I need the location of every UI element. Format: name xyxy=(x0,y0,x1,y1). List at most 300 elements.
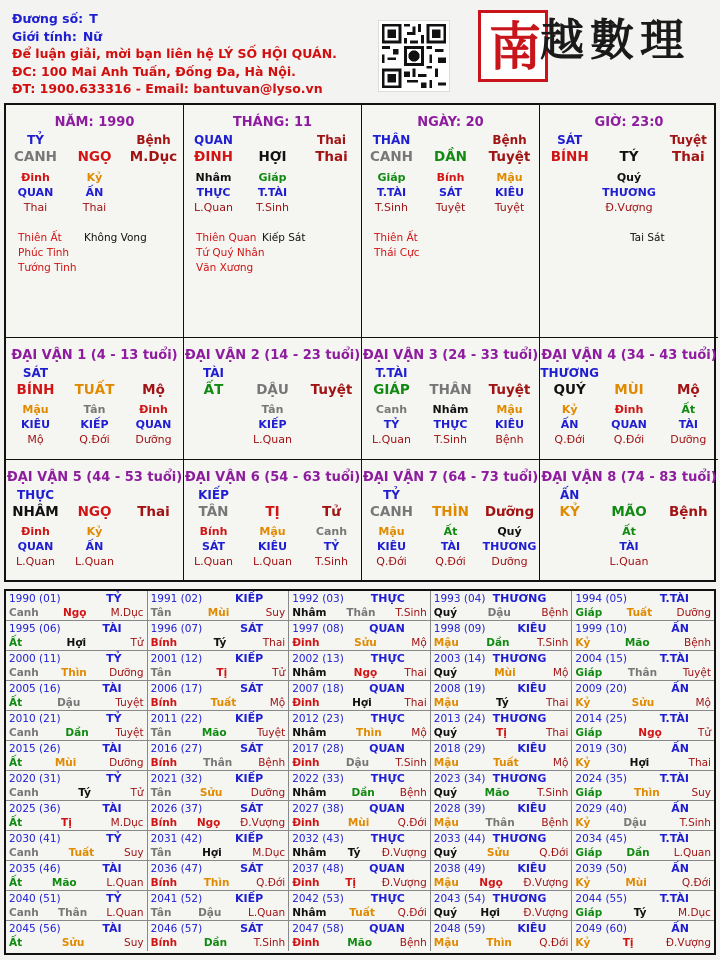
year-stage: Q.Đới xyxy=(397,907,427,919)
dai-van-hidden-row-2 xyxy=(659,525,718,538)
year-stem: Quý xyxy=(433,907,458,919)
dai-van-hidden-star-row xyxy=(184,540,361,553)
year-stem: Mậu xyxy=(433,877,459,889)
dai-van-hidden-row xyxy=(6,525,183,538)
pillar-stage-row-1: Đ.Vượng xyxy=(605,201,653,214)
dai-van-main-row-0: QUÝ xyxy=(553,382,586,398)
year-label: 2022 (33) xyxy=(292,773,344,785)
year-cell xyxy=(148,861,290,891)
year-cell xyxy=(572,861,714,891)
year-head xyxy=(151,622,286,636)
dai-van-star-row xyxy=(540,366,718,380)
dai-van-stage-row xyxy=(362,555,539,568)
dai-van-hidden-star-row-0 xyxy=(184,418,243,431)
dai-van-title: ĐẠI VẬN 5 (44 - 53 tuổi) xyxy=(6,470,183,485)
year-star: QUAN xyxy=(369,682,405,695)
dai-van-main-row-1: TỊ xyxy=(265,504,280,520)
year-cell xyxy=(289,711,431,741)
address-line: ĐC: 100 Mai Anh Tuấn, Đống Đa, Hà Nội. xyxy=(12,63,296,79)
year-cell xyxy=(148,771,290,801)
year-star: TỶ xyxy=(106,652,122,665)
year-label: 2045 (56) xyxy=(9,923,61,935)
year-stage: T.Sinh xyxy=(253,937,286,949)
year-body xyxy=(292,786,427,800)
year-star: KIÊU xyxy=(517,862,547,875)
pillar-stage-row-0: T.Sinh xyxy=(375,201,408,214)
year-stem: Ất xyxy=(9,877,23,889)
dai-van-stage-row-2: T.Sinh xyxy=(315,555,348,568)
year-branch: Thân xyxy=(627,667,658,679)
year-label: 2007 (18) xyxy=(292,683,344,695)
year-stem: Nhâm xyxy=(292,607,327,619)
year-star: ẤN xyxy=(671,622,689,635)
year-head xyxy=(575,682,711,696)
dai-van-cell xyxy=(362,460,540,580)
pillar-star-row-1 xyxy=(243,133,302,147)
year-star: T.TÀI xyxy=(659,892,689,905)
pillar-main-row-0: CANH xyxy=(14,149,57,165)
year-branch: Tuất xyxy=(210,697,237,709)
dai-van-main-row-1: THÂN xyxy=(429,382,472,398)
year-star: T.TÀI xyxy=(659,652,689,665)
year-star: SÁT xyxy=(240,922,264,935)
year-branch: Thìn xyxy=(203,877,230,889)
dai-van-title: ĐẠI VẬN 8 (74 - 83 tuổi) xyxy=(541,470,717,485)
year-branch: Tuất xyxy=(493,757,519,769)
dai-van-main-row-2: Tuyệt xyxy=(310,382,353,398)
pillar-hidden-star-row-0: QUAN xyxy=(17,186,54,199)
pillar-hidden-star-row-0: T.TÀI xyxy=(376,186,407,199)
year-stem: Tân xyxy=(150,607,172,619)
year-branch: Thìn xyxy=(61,667,87,679)
year-head xyxy=(575,892,711,906)
year-stem: Canh xyxy=(9,907,39,919)
year-stage: M.Dục xyxy=(678,907,711,919)
year-label: 2023 (34) xyxy=(433,773,486,785)
year-cell xyxy=(148,801,290,831)
shensha-left xyxy=(374,231,420,261)
year-head xyxy=(292,712,427,726)
year-branch: Dậu xyxy=(487,607,511,619)
year-head xyxy=(434,682,569,696)
pillar-star-row xyxy=(540,133,718,147)
pillar-hidden-star-row-1: ẤN xyxy=(85,186,104,199)
year-branch: Tị xyxy=(622,937,634,949)
pillar-stage-row-0: Thai xyxy=(23,201,48,214)
year-head xyxy=(151,892,286,906)
year-stage: Mộ xyxy=(411,637,427,649)
year-branch: Dậu xyxy=(57,697,81,709)
year-stem: Ất xyxy=(9,937,23,949)
year-head xyxy=(151,832,286,846)
pillar-hidden-star-row-2 xyxy=(124,186,183,199)
dai-van-title: ĐẠI VẬN 6 (54 - 63 tuổi) xyxy=(184,470,361,485)
year-branch: Mùi xyxy=(347,817,370,829)
year-cell xyxy=(572,801,714,831)
year-star: TÀI xyxy=(102,862,122,875)
dai-van-main-row xyxy=(6,382,183,398)
year-stem: Canh xyxy=(9,787,39,799)
year-cell xyxy=(148,651,290,681)
dai-van-hidden-star-row xyxy=(184,418,361,431)
year-stage: Đ.Vượng xyxy=(523,907,569,919)
year-cell xyxy=(148,621,290,651)
dai-van-star: THỰC xyxy=(16,488,55,502)
year-stem: Kỷ xyxy=(575,937,591,949)
dai-van-hidden-row-0 xyxy=(184,403,243,416)
year-body xyxy=(434,726,569,740)
spacer xyxy=(659,488,718,502)
pillar-stage-row-2 xyxy=(124,201,183,214)
year-cell xyxy=(6,591,148,621)
dai-van-stage-row-2 xyxy=(302,433,361,446)
year-star: KIÊU xyxy=(517,682,547,695)
year-stage: Bệnh xyxy=(258,757,286,769)
year-label: 2031 (42) xyxy=(150,833,203,845)
year-label: 1995 (06) xyxy=(9,623,61,635)
year-stage: Tuyệt xyxy=(682,667,711,679)
year-head xyxy=(292,922,427,936)
year-body xyxy=(9,696,144,710)
year-branch: Mão xyxy=(201,727,227,739)
year-body xyxy=(575,786,711,800)
year-body xyxy=(434,666,569,680)
year-label: 2016 (27) xyxy=(150,743,203,755)
pillar-hidden-star-row-0: THỰC xyxy=(196,186,231,199)
shensha-right xyxy=(262,231,305,246)
pillar-star-row-2: Thai xyxy=(317,133,346,147)
year-body xyxy=(9,606,144,620)
year-body xyxy=(292,636,427,650)
year-cell xyxy=(572,621,714,651)
year-label: 2042 (53) xyxy=(292,893,344,905)
year-label: 2008 (19) xyxy=(433,683,486,695)
year-head xyxy=(434,802,569,816)
year-body xyxy=(151,906,286,920)
year-head xyxy=(292,892,427,906)
year-stem: Ất xyxy=(9,637,23,649)
pillar-star-row-1 xyxy=(65,133,124,147)
year-stage: T.Sinh xyxy=(679,817,711,829)
shensha-item: Thái Cực xyxy=(374,247,420,259)
year-stem: Ất xyxy=(9,817,23,829)
year-cell xyxy=(289,681,431,711)
dai-van-hidden-row-2 xyxy=(124,525,183,538)
year-branch: Sửu xyxy=(631,697,655,709)
dai-van-star: KIẾP xyxy=(198,488,229,502)
year-head xyxy=(434,922,569,936)
pillar-stage-row xyxy=(6,201,183,214)
year-stem: Đinh xyxy=(292,877,320,889)
year-label: 1999 (10) xyxy=(575,623,628,635)
year-star: T.TÀI xyxy=(659,772,689,785)
year-head xyxy=(9,622,144,636)
year-body xyxy=(434,606,569,620)
dai-van-hidden-star-row-0 xyxy=(540,540,599,553)
year-stem: Bính xyxy=(150,817,178,829)
year-branch: Mão xyxy=(51,877,77,889)
year-head xyxy=(292,802,427,816)
dai-van-main-row-1: MÃO xyxy=(611,504,647,520)
year-cell xyxy=(6,651,148,681)
year-stem: Quý xyxy=(433,787,458,799)
pillar-star-row-0: THÂN xyxy=(372,133,411,147)
year-stem: Giáp xyxy=(575,847,603,859)
year-cell xyxy=(289,741,431,771)
year-head xyxy=(9,892,144,906)
shensha-item: Tướng Tinh xyxy=(18,262,77,274)
year-head xyxy=(9,832,144,846)
year-stage: Dưỡng xyxy=(109,667,144,679)
dai-van-hidden-row-1: Tân xyxy=(83,403,106,416)
year-label: 2029 (40) xyxy=(575,803,628,815)
dai-van-title: ĐẠI VẬN 4 (34 - 43 tuổi) xyxy=(541,348,717,363)
year-star: THỰC xyxy=(370,592,405,605)
spacer xyxy=(480,488,539,502)
year-head xyxy=(292,652,427,666)
dai-van-hidden-row xyxy=(6,403,183,416)
dai-van-hidden-row-1: Ất xyxy=(443,525,458,538)
year-head xyxy=(434,592,569,606)
year-stage: Suy xyxy=(691,787,711,799)
dai-van-star-row xyxy=(184,488,361,502)
year-star: THƯƠNG xyxy=(492,772,547,785)
year-label: 2036 (47) xyxy=(150,863,203,875)
qr-code-icon xyxy=(378,20,450,92)
dai-van-hidden-row-2: Đinh xyxy=(139,403,168,416)
shensha-left xyxy=(196,231,264,276)
shensha-left xyxy=(18,231,76,276)
year-body xyxy=(9,906,144,920)
year-star: THƯƠNG xyxy=(492,832,547,845)
year-label: 2009 (20) xyxy=(575,683,628,695)
dai-van-stage-row-2 xyxy=(659,555,718,568)
year-star: SÁT xyxy=(240,802,264,815)
pillar-hidden-row xyxy=(6,171,183,184)
pillar-title: THÁNG: 11 xyxy=(232,115,313,130)
year-body xyxy=(575,876,711,890)
year-branch: Mùi xyxy=(494,667,516,679)
year-branch: Thân xyxy=(203,757,233,769)
year-stage: Đ.Vượng xyxy=(523,877,569,889)
year-cell xyxy=(148,891,290,921)
year-head xyxy=(434,862,569,876)
shensha-right xyxy=(630,231,665,246)
year-head xyxy=(151,712,286,726)
year-stage: Mộ xyxy=(695,697,711,709)
dai-van-stage-row-2 xyxy=(124,555,183,568)
year-stem: Giáp xyxy=(575,787,603,799)
pillar-stage-row xyxy=(184,201,361,214)
year-stage: T.Sinh xyxy=(395,607,427,619)
year-label: 1991 (02) xyxy=(150,593,203,605)
year-cell xyxy=(289,621,431,651)
year-label: 1993 (04) xyxy=(433,593,486,605)
dai-van-stage-row xyxy=(184,433,361,446)
dai-van-stage-row-0 xyxy=(540,555,599,568)
year-head xyxy=(292,862,427,876)
spacer xyxy=(124,366,183,380)
pillar-stage-row xyxy=(540,201,718,214)
year-head xyxy=(292,832,427,846)
year-branch: Hợi xyxy=(352,697,372,709)
year-body xyxy=(292,846,427,860)
year-label: 2046 (57) xyxy=(150,923,203,935)
dai-van-main-row-2: Tử xyxy=(322,504,341,520)
year-table xyxy=(4,589,716,955)
year-head xyxy=(575,742,711,756)
dai-van-star-row xyxy=(6,488,183,502)
year-stem: Đinh xyxy=(292,817,320,829)
year-cell xyxy=(289,771,431,801)
year-cell xyxy=(431,831,573,861)
year-branch: Mùi xyxy=(625,877,647,889)
year-body xyxy=(292,606,427,620)
year-branch: Sửu xyxy=(486,847,510,859)
year-stage: Thai xyxy=(404,667,427,679)
dai-van-hidden-row-1: Ất xyxy=(622,525,636,538)
year-body xyxy=(151,936,286,950)
year-stage: L.Quan xyxy=(673,847,711,859)
year-branch: Sửu xyxy=(199,787,223,799)
dai-van-main-row-0: TÂN xyxy=(198,504,229,520)
dai-van-stage-row-0: L.Quan xyxy=(194,555,233,568)
year-label: 2027 (38) xyxy=(292,803,344,815)
dai-van-main-row-2: Dưỡng xyxy=(484,504,535,520)
year-body xyxy=(9,636,144,650)
dai-van-hidden-star-row xyxy=(362,418,539,431)
year-branch: Hợi xyxy=(202,847,222,859)
dai-van-hidden-row-1: Đinh xyxy=(614,403,644,416)
year-branch: Thân xyxy=(346,607,376,619)
year-head xyxy=(292,622,427,636)
year-label: 2032 (43) xyxy=(292,833,344,845)
dai-van-main-row-1: MÙI xyxy=(614,382,644,398)
year-stage: Dưỡng xyxy=(109,757,144,769)
pillar-hidden-star-row xyxy=(362,186,539,199)
year-stage: M.Dục xyxy=(252,847,286,859)
year-label: 2002 (13) xyxy=(292,653,344,665)
spacer xyxy=(421,488,480,502)
dai-van-stage-row-1: T.Sinh xyxy=(434,433,467,446)
year-branch: Mão xyxy=(484,787,510,799)
year-cell xyxy=(431,801,573,831)
year-label: 2001 (12) xyxy=(150,653,203,665)
dai-van-main-row-0: GIÁP xyxy=(373,382,410,398)
year-branch: Tý xyxy=(78,787,92,799)
spacer xyxy=(599,366,658,380)
year-cell xyxy=(6,681,148,711)
year-stem: Mậu xyxy=(433,757,459,769)
year-head xyxy=(151,592,286,606)
year-body xyxy=(575,756,711,770)
year-stage: Bệnh xyxy=(399,787,427,799)
year-branch: Tị xyxy=(345,877,357,889)
year-branch: Mão xyxy=(347,937,373,949)
pillar-hidden-row-2: Mậu xyxy=(496,171,523,184)
dai-van-main-row xyxy=(540,382,718,398)
pillar-hidden-row xyxy=(540,171,718,184)
dai-van-hidden-star-row xyxy=(362,540,539,553)
year-label: 2004 (15) xyxy=(575,653,628,665)
year-star: ẤN xyxy=(671,922,689,935)
year-star: ẤN xyxy=(671,802,689,815)
year-stage: Tuyệt xyxy=(115,697,144,709)
dai-van-title: ĐẠI VẬN 2 (14 - 23 tuổi) xyxy=(184,348,361,363)
year-body xyxy=(575,666,711,680)
dai-van-hidden-row-0: Kỷ xyxy=(561,403,578,416)
phone-email-line[interactable]: ĐT: 1900.633316 - Email: bantuvan@lyso.vn xyxy=(12,81,323,96)
year-cell xyxy=(431,741,573,771)
dai-van-cell xyxy=(540,338,718,460)
year-stage: Bệnh xyxy=(684,637,711,649)
year-stem: Kỷ xyxy=(575,877,591,889)
pillar-main-row-0: BÍNH xyxy=(550,149,589,165)
year-branch: Ngọ xyxy=(196,817,221,829)
year-star: ẤN xyxy=(671,742,689,755)
year-body xyxy=(9,936,144,950)
pillar-star-row-2: Bệnh xyxy=(492,133,527,147)
pillar-stage-row-1: Thai xyxy=(82,201,107,214)
year-head xyxy=(9,682,144,696)
year-body xyxy=(292,696,427,710)
year-cell xyxy=(431,771,573,801)
year-star: SÁT xyxy=(240,622,264,635)
year-body xyxy=(9,876,144,890)
spacer xyxy=(65,488,124,502)
year-body xyxy=(434,816,569,830)
year-branch: Ngọ xyxy=(638,727,662,739)
year-body xyxy=(151,816,286,830)
pillar-stage-row-2 xyxy=(302,201,361,214)
shensha-right xyxy=(84,231,147,246)
dai-van-cell xyxy=(6,460,184,580)
dai-van-hidden-star-row-0: SÁT xyxy=(201,540,226,553)
dai-van-hidden-star-row xyxy=(540,418,718,431)
year-branch: Tuất xyxy=(349,907,375,919)
pillar-star-row xyxy=(6,133,183,147)
year-star: QUAN xyxy=(369,742,405,755)
year-star: THƯƠNG xyxy=(492,712,547,725)
dai-van-hidden-row-1: Nhâm xyxy=(432,403,469,416)
year-head xyxy=(575,622,711,636)
year-cell xyxy=(289,801,431,831)
year-label: 2047 (58) xyxy=(292,923,344,935)
pillar-hidden-row-1: Giáp xyxy=(258,171,287,184)
dai-van-stage-row-1: L.Quan xyxy=(253,433,292,446)
year-cell xyxy=(289,861,431,891)
year-body xyxy=(151,636,286,650)
dai-van-hidden-row-1: Kỷ xyxy=(86,525,103,538)
year-body xyxy=(575,936,711,950)
year-stem: Đinh xyxy=(292,757,320,769)
year-cell xyxy=(431,891,573,921)
dai-van-hidden-row-1: Mậu xyxy=(259,525,286,538)
year-stage: M.Dục xyxy=(110,607,144,619)
year-label: 2034 (45) xyxy=(575,833,628,845)
year-stem: Canh xyxy=(9,847,39,859)
year-body xyxy=(151,846,286,860)
year-stage: Q.Đới xyxy=(397,817,427,829)
year-head xyxy=(575,712,711,726)
dai-van-hidden-star-row-2 xyxy=(659,540,718,553)
dai-van-hidden-row-0: Đinh xyxy=(21,525,50,538)
dai-van-main-row-1: NGỌ xyxy=(77,504,112,520)
pillar-star-row-0: QUAN xyxy=(194,133,233,147)
gender-line: Giới tính: Nữ xyxy=(12,28,103,44)
year-head xyxy=(9,922,144,936)
year-cell xyxy=(572,771,714,801)
